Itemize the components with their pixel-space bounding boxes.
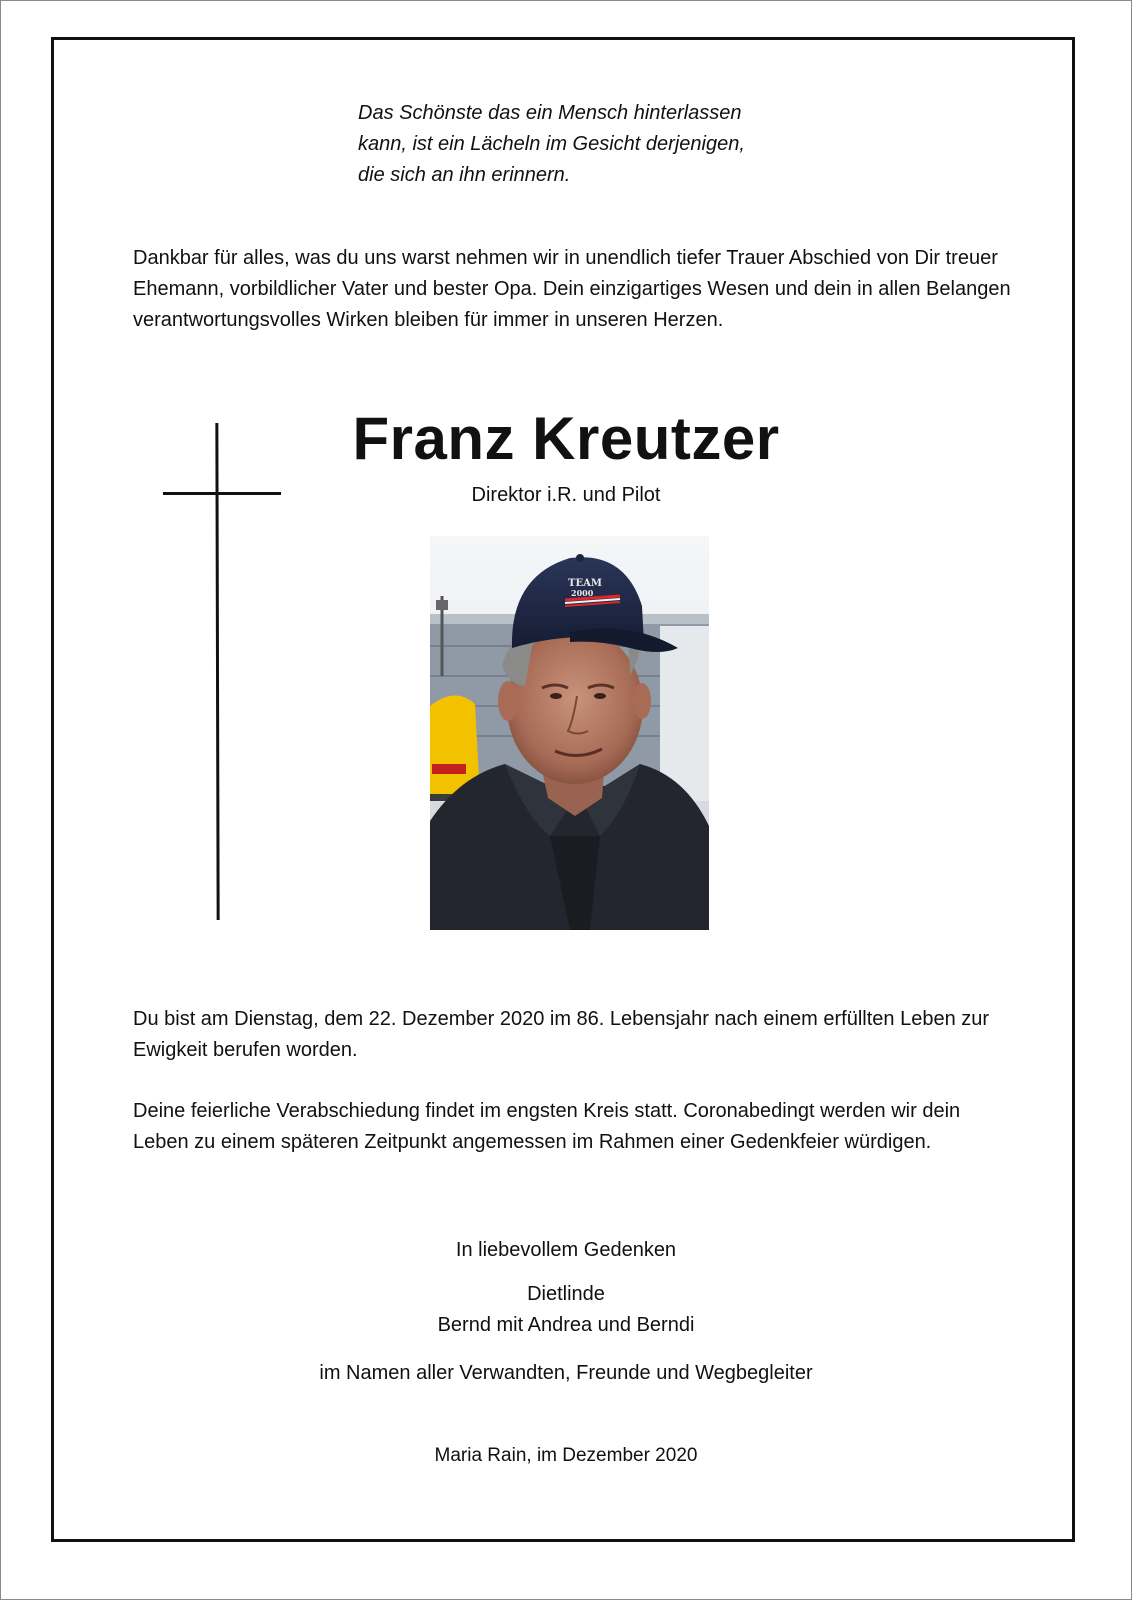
cap-logo-text-2: 2000 [571,588,594,598]
signatory-line: Bernd mit Andrea und Berndi [437,1314,695,1336]
closing-phrase: In liebevollem Gedenken [455,1239,677,1261]
memorial-quote: Das Schönste das ein Mensch hinterlassen kann, ist ein Lächeln im Gesicht derjenigen, die sich an ihn erinnern. [358,102,745,186]
on-behalf-line: im Namen aller Verwandten, Freunde und Wegbegleiter [319,1362,813,1384]
portrait-photo [430,536,709,930]
deceased-title: Direktor i.R. und Pilot [471,484,661,506]
intro-paragraph: Dankbar für alles, was du uns warst nehmen wir in unendlich tiefer Trauer Abschied von Dir treuer Ehemann, vorbildlicher Vater und bester Opa. Dein einzigartiges Wesen und dein in allen Belangen verantwortungsvolles Wirken bleiben für immer in unseren Herzen. [133,247,1011,331]
signatory-line: Dietlinde [527,1283,605,1305]
death-notice: Du bist am Dienstag, dem 22. Dezember 2020 im 86. Lebensjahr nach einem erfüllten Leben zur Ewigkeit berufen worden. [133,1008,990,1061]
farewell-notice: Deine feierliche Verabschiedung findet im engsten Kreis statt. Coronabedingt werden wir dein Leben zu einem späteren Zeitpunkt angemessen im Rahmen einer Gedenkfeier würdigen. [133,1100,961,1153]
cap-logo-text-1: TEAM [568,578,602,589]
deceased-name: Franz Kreutzer [352,405,780,472]
place-date: Maria Rain, im Dezember 2020 [434,1445,698,1466]
